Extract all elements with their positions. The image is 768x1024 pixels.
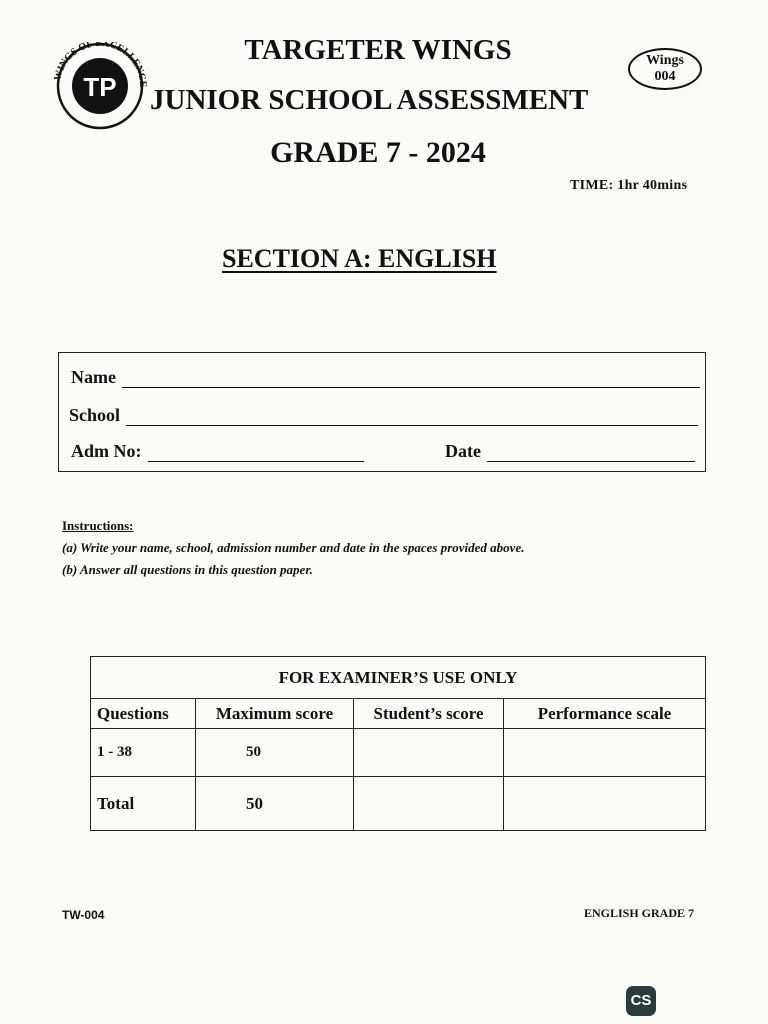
logo-initials: TP <box>83 72 117 102</box>
section-title: SECTION A: ENGLISH <box>222 244 497 273</box>
cell-total-performance[interactable] <box>504 777 706 831</box>
col-performance-scale: Performance scale <box>504 699 706 729</box>
footer-code: TW-004 <box>62 908 105 922</box>
table-row <box>91 777 706 831</box>
col-questions: Questions <box>91 699 196 729</box>
school-title: TARGETER WINGS <box>244 34 512 66</box>
cell-maximum-score: 50 <box>196 729 354 777</box>
assessment-title: JUNIOR SCHOOL ASSESSMENT <box>150 84 589 116</box>
cell-students-score[interactable] <box>354 729 504 777</box>
examiner-table-heading: FOR EXAMINER’S USE ONLY <box>91 657 706 699</box>
badge-line1: Wings <box>646 53 684 68</box>
school-label: School <box>69 405 121 425</box>
school-row <box>69 405 698 426</box>
instructions-heading: Instructions: <box>62 518 134 533</box>
footer-subject: ENGLISH GRADE 7 <box>584 906 695 920</box>
name-label: Name <box>71 367 116 387</box>
logo-ring-text: WINGS OF EXCELLENCE <box>52 42 149 88</box>
col-students-score: Student’s score <box>354 699 504 729</box>
date-row <box>445 441 695 462</box>
name-field[interactable] <box>122 372 700 388</box>
col-maximum-score: Maximum score <box>196 699 354 729</box>
cs-icon: CS <box>626 986 656 1016</box>
badge-line2: 004 <box>654 69 676 84</box>
time-allowed: TIME: 1hr 40mins <box>570 178 688 193</box>
adm-label: Adm No: <box>71 441 142 461</box>
instruction-a: (a) Write your name, school, admission number and date in the spaces provided above. <box>62 540 525 555</box>
name-row <box>71 367 700 388</box>
adm-row <box>71 441 364 462</box>
examiner-table <box>90 656 706 831</box>
table-row <box>91 729 706 777</box>
instructions <box>62 518 524 578</box>
school-field[interactable] <box>126 410 698 426</box>
cell-total-students-score[interactable] <box>354 777 504 831</box>
student-info-box <box>58 352 706 472</box>
date-field[interactable] <box>487 446 695 462</box>
grade-title: GRADE 7 - 2024 <box>270 136 486 169</box>
cell-performance-scale[interactable] <box>504 729 706 777</box>
cell-total-label: Total <box>91 777 196 831</box>
instruction-b: (b) Answer all questions in this question paper. <box>62 562 313 577</box>
adm-field[interactable] <box>148 446 364 462</box>
cell-questions: 1 - 38 <box>91 729 196 777</box>
cell-total-maximum: 50 <box>196 777 354 831</box>
date-label: Date <box>445 441 481 461</box>
